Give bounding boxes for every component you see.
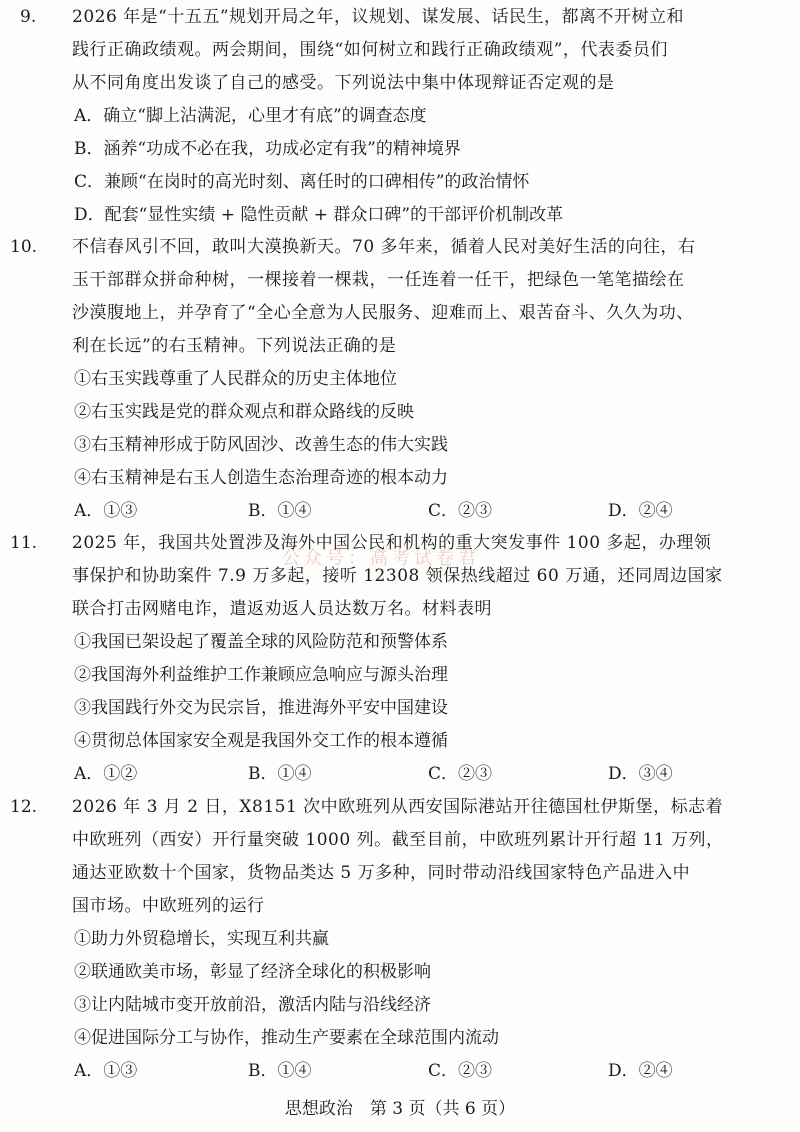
choice-b: B．①④ bbox=[248, 764, 312, 784]
question-text-line: 2026 年 3 月 2 日，X8151 次中欧班列从西安国际港站开往德国杜伊斯堡，标志着 bbox=[72, 797, 724, 817]
choice-c: C．②③ bbox=[428, 1061, 493, 1081]
question-text-line: 沙漠腹地上，并孕育了“全心全意为人民服务、迎难而上、艰苦奋斗、久久为功、 bbox=[72, 303, 694, 323]
watermark-text: 公众号：高考试卷君 bbox=[282, 548, 480, 569]
question-number: 10. bbox=[10, 237, 38, 257]
question-text-line: 从不同角度出发谈了自己的感受。下列说法中集中体现辩证否定观的是 bbox=[72, 73, 615, 93]
question-text-line: 2025 年，我国共处置涉及海外中国公民和机构的重大突发事件 100 多起，办理领 bbox=[72, 533, 712, 553]
choice-b: B．①④ bbox=[248, 1061, 312, 1081]
statement-4: ④促进国际分工与协作，推动生产要素在全球范围内流动 bbox=[74, 1028, 499, 1048]
statement-1: ①右玉实践尊重了人民群众的历史主体地位 bbox=[74, 369, 397, 389]
question-number: 12. bbox=[10, 797, 38, 817]
question-text-line: 利在长远”的右玉精神。下列说法正确的是 bbox=[72, 336, 397, 356]
statement-1: ①助力外贸稳增长，实现互利共赢 bbox=[74, 929, 329, 949]
option-c: C．兼顾“在岗时的高光时刻、离任时的口碑相传”的政治情怀 bbox=[74, 172, 530, 192]
statement-2: ②右玉实践是党的群众观点和群众路线的反映 bbox=[74, 402, 414, 422]
choice-d: D．③④ bbox=[608, 764, 673, 784]
choice-a: A．①② bbox=[74, 764, 138, 784]
question-number: 11. bbox=[10, 533, 38, 553]
page-footer: 思想政治 第 3 页（共 6 页） bbox=[284, 1099, 516, 1119]
choice-d: D．②④ bbox=[608, 1061, 673, 1081]
question-text-line: 事保护和协助案件 7.9 万多起，接听 12308 领保热线超过 60 万通，还同周边国家 bbox=[72, 566, 723, 586]
statement-3: ③让内陆城市变开放前沿，激活内陆与沿线经济 bbox=[74, 995, 431, 1015]
option-b: B．涵养“功成不必在我，功成必定有我”的精神境界 bbox=[74, 139, 461, 159]
option-a: A．确立“脚上沾满泥，心里才有底”的调查态度 bbox=[74, 106, 427, 126]
choice-c: C．②③ bbox=[428, 764, 493, 784]
statement-1: ①我国已架设起了覆盖全球的风险防范和预警体系 bbox=[74, 632, 448, 652]
choice-b: B．①④ bbox=[248, 501, 312, 521]
statement-4: ④右玉精神是右玉人创造生态治理奇迹的根本动力 bbox=[74, 468, 448, 488]
question-text-line: 通达亚欧数十个国家，货物品类达 5 万多种，同时带动沿线国家特色产品进入中 bbox=[72, 863, 691, 883]
choice-a: A．①③ bbox=[74, 501, 138, 521]
statement-3: ③右玉精神形成于防风固沙、改善生态的伟大实践 bbox=[74, 435, 448, 455]
question-text-line: 不信春风引不回，敢叫大漠换新天。70 多年来，循着人民对美好生活的向往，右 bbox=[72, 237, 696, 257]
question-text-line: 2026 年是“十五五”规划开局之年，议规划、谋发展、话民生，都离不开树立和 bbox=[72, 7, 685, 27]
option-d: D．配套“显性实绩 + 隐性贡献 + 群众口碑”的干部评价机制改革 bbox=[74, 205, 564, 225]
statement-2: ②我国海外利益维护工作兼顾应急响应与源头治理 bbox=[74, 665, 448, 685]
question-text-line: 联合打击网赌电诈，遣返劝返人员达数万名。材料表明 bbox=[72, 599, 492, 619]
question-text-line: 中欧班列（西安）开行量突破 1000 列。截至目前，中欧班列累计开行超 11 万列， bbox=[72, 830, 724, 850]
statement-3: ③我国践行外交为民宗旨，推进海外平安中国建设 bbox=[74, 698, 448, 718]
statement-2: ②联通欧美市场，彰显了经济全球化的积极影响 bbox=[74, 962, 431, 982]
question-text-line: 国市场。中欧班列的运行 bbox=[72, 896, 265, 916]
choice-d: D．②④ bbox=[608, 501, 673, 521]
question-number: 9. bbox=[20, 7, 37, 27]
choice-c: C．②③ bbox=[428, 501, 493, 521]
question-text-line: 玉干部群众拼命种树，一棵接着一棵栽，一任连着一任干，把绿色一笔笔描绘在 bbox=[72, 270, 685, 290]
choice-a: A．①③ bbox=[74, 1061, 138, 1081]
statement-4: ④贯彻总体国家安全观是我国外交工作的根本遵循 bbox=[74, 731, 448, 751]
question-text-line: 践行正确政绩观。两会期间，围绕“如何树立和践行正确政绩观”，代表委员们 bbox=[72, 40, 668, 60]
